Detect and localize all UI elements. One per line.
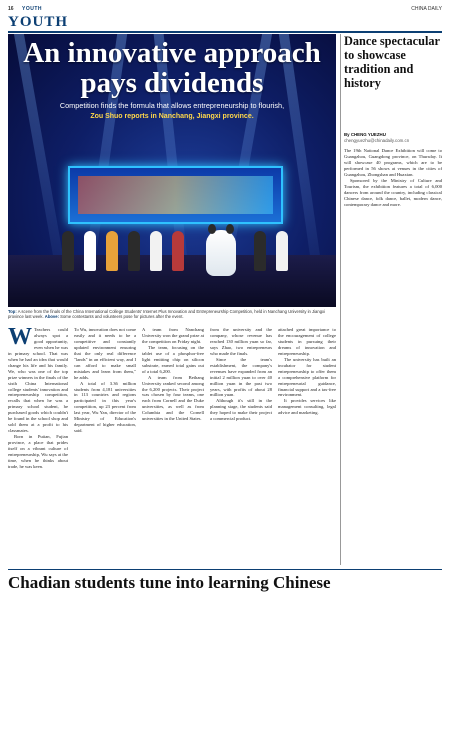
section-label: YOUTH	[22, 6, 42, 12]
person	[172, 231, 184, 271]
article-column-2	[74, 327, 136, 565]
paragraph: The university has built an incubator for student entrepreneurship to offer them a comprehensive platform for entrepreneurial guidance, financial support and a tax-free environment.	[278, 356, 336, 398]
story-divider	[8, 569, 442, 570]
feature-byline: Zou Shuo reports in Nanchang, Jiangxi province.	[90, 113, 254, 120]
section-title: YOUTH	[8, 14, 69, 30]
page-header	[8, 4, 442, 16]
paragraph: To Wu, innovation does not come easily and it needs to be a competitive and constantly updated environment ensuring that the only real difference "lands" in an efficient way, and I can afford to make small mistakes and learn from them," he adds.	[74, 327, 136, 380]
side-story-body	[344, 148, 442, 565]
paragraph: It provides services like management consulting, legal advice and marketing.	[278, 398, 336, 416]
person	[62, 231, 74, 271]
mascot-figure	[206, 230, 236, 276]
paragraph: from the university and the company, whose revenue has reached 130 million yuan so far, says Zhao, two entrepreneurs who made the finals.	[210, 327, 272, 356]
person	[276, 231, 288, 271]
paragraph: The 19th National Dance Exhibition will come to Guangzhou, Guangdong province, on Thursday. It will showcase 40 programs, which are to be performed in 56 shows at venues in the cities of Guangzhou, Zhongshan and Huaxian.	[344, 148, 442, 177]
person	[150, 231, 162, 271]
story2-headline: Chadian students tune into learning Chinese	[8, 573, 331, 592]
column-divider	[340, 34, 341, 565]
person	[128, 231, 140, 271]
paragraph: A team from Beihang University ranked second among the 6,200 projects. Their project was chosen by four teams, one each from Cornell and the Duke universities, as well as from Columbia and the Cornell universities in the United States.	[142, 374, 204, 422]
header-right: CHINA DAILY	[411, 6, 442, 12]
article-column-4	[210, 327, 272, 565]
side-byline-name: By CHENG YUEZHU	[344, 132, 386, 137]
caption-label: Top:	[8, 309, 17, 314]
person	[254, 231, 266, 271]
hero-photo	[8, 34, 336, 307]
article-column-5	[278, 327, 336, 565]
hero-text	[8, 38, 336, 120]
paragraph: attached great importance to the encouragement of college students in pursuing their dreams of innovation and entrepreneurship.	[278, 327, 336, 356]
paragraph: Since the team's establishment, the company's revenues have expanded from an initial 2 million yuan to over 40 million yuan in the past two years, with profits of about 28 million yuan.	[210, 356, 272, 398]
person	[84, 231, 96, 271]
paragraph: A total of 3.36 million students from 4,181 universities in 113 countries and regions participated in this year's competition, up 23 percent from last year, Wu Yan, director of the Ministry of Education's department of higher education, said.	[74, 380, 136, 434]
top-rule	[8, 31, 442, 33]
paragraph: Born in Putian, Fujian province, a place that prides itself on a vibrant culture of entrepreneurship, Wu says at the time, when he thinks about trade, he was keen.	[8, 434, 68, 469]
page-number: 16	[8, 6, 14, 12]
side-story-title: Dance spectacular to showcase tradition and history	[344, 34, 440, 90]
photo-caption	[8, 309, 336, 319]
caption-text: A scene from the finals of the China International College Students' Internet Plus Innovation and Entrepreneurship Competition, held in Nanchang University in Jiangxi province last week.	[8, 309, 326, 320]
side-byline-email: chengyuezhu@chinadaily.com.cn	[344, 138, 410, 143]
article-column-1	[8, 327, 68, 565]
feature-subhead: Competition finds the formula that allows entrepreneurship to flourish,	[59, 101, 285, 110]
paragraph: A team from Nanchang University won the grand prize at the competition on Friday night.	[142, 327, 204, 344]
caption-label-2: Above:	[44, 314, 59, 320]
caption-text-2: Some contestants and volunteers pose for pictures after the event.	[60, 314, 184, 320]
drop-cap: W	[8, 327, 32, 350]
paragraph: The team, focusing on the tablet use of a phosphor-free light emitting chip on silicon substrate, earned total gains out of a total 6,200.	[142, 344, 204, 374]
stage-screen	[68, 166, 283, 224]
feature-headline: An innovative approach pays dividends	[23, 37, 321, 99]
side-story-byline	[344, 132, 442, 144]
paragraph: Although it's still in the planning stage, the students said they hoped to make their project a commercial product.	[210, 398, 272, 422]
person	[106, 231, 118, 271]
paragraph: Sponsored by the Ministry of Culture and Tourism, the exhibition features a total of 6,000 dancers from around the country, including classical Chinese dance, folk dance, ballet, modern dance, contemporary dance and more.	[344, 177, 442, 207]
article-column-3	[142, 327, 204, 565]
paragraph: Teachers could always spot a good opportunity, even when he was in primary school. That was when he had an idea that would change his life and his family. We, who was one of the top prize winners in the finals of the sixth China International college students' innovation and entrepreneurship competition, recalls that when he was a primary school student, he purchased goods which couldn't be found in the school shop and sold them at a profit to his classmates.	[8, 327, 68, 434]
